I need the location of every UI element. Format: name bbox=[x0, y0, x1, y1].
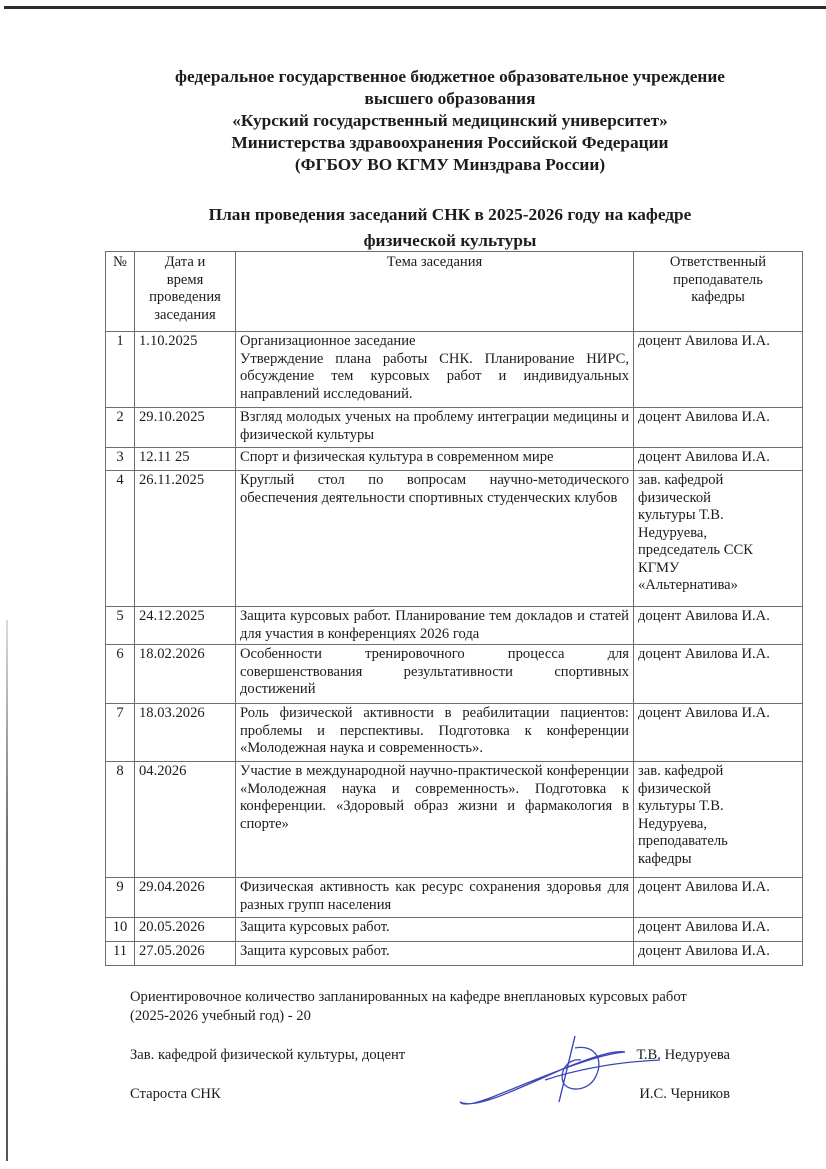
table-row bbox=[106, 645, 803, 704]
topic-heading: Организационное заседание bbox=[240, 333, 416, 349]
topic-text: Утверждение плана работы СНК. Планирование НИРС, обсуждение тем курсовых работ и индивидуальных направлений исследований. bbox=[240, 350, 629, 402]
plan-title-line: физической культуры bbox=[363, 231, 537, 250]
column-header-date: Дата и время проведения заседания bbox=[135, 252, 236, 332]
header-line: (ФГБОУ ВО КГМУ Минздрава России) bbox=[294, 155, 606, 174]
table-row bbox=[106, 332, 803, 408]
scan-edge-left bbox=[6, 620, 8, 1161]
row-num: 4 bbox=[106, 471, 135, 607]
note-line: Ориентировочное количество запланированных на кафедре внеплановых курсовых работ bbox=[130, 989, 687, 1005]
row-date: 20.05.2026 bbox=[135, 918, 236, 942]
meetings-table bbox=[105, 251, 803, 966]
row-responsible: доцент Авилова И.А. bbox=[634, 918, 803, 942]
row-responsible: зав. кафедрой физической культуры Т.В. Недуруева, преподаватель кафедры bbox=[634, 762, 803, 878]
row-topic: Защита курсовых работ. bbox=[236, 942, 634, 966]
row-responsible: доцент Авилова И.А. bbox=[634, 332, 803, 408]
row-num: 9 bbox=[106, 878, 135, 918]
row-topic: Защита курсовых работ. bbox=[236, 918, 634, 942]
row-topic: Взгляд молодых ученых на проблему интеграции медицины и физической культуры bbox=[236, 408, 634, 448]
institution-header bbox=[100, 66, 800, 176]
row-date: 12.11 25 bbox=[135, 448, 236, 471]
table-row bbox=[106, 918, 803, 942]
row-responsible: доцент Авилова И.А. bbox=[634, 448, 803, 471]
starosta-name: И.С. Черников bbox=[639, 1086, 730, 1102]
table-row bbox=[106, 448, 803, 471]
table-row bbox=[106, 704, 803, 762]
table-row bbox=[106, 408, 803, 448]
row-topic: Физическая активность как ресурс сохранения здоровья для разных групп населения bbox=[236, 878, 634, 918]
row-responsible: доцент Авилова И.А. bbox=[634, 942, 803, 966]
row-num: 3 bbox=[106, 448, 135, 471]
starosta-title: Староста СНК bbox=[130, 1086, 221, 1102]
row-responsible: доцент Авилова И.А. bbox=[634, 408, 803, 448]
head-title: Зав. кафедрой физической культуры, доцент bbox=[130, 1047, 406, 1063]
row-topic: Роль физической активности в реабилитации пациентов: проблемы и перспективы. Подготовка к конференции «Молодежная наука и современность». bbox=[236, 704, 634, 762]
row-responsible: доцент Авилова И.А. bbox=[634, 878, 803, 918]
row-date: 1.10.2025 bbox=[135, 332, 236, 408]
table-row bbox=[106, 762, 803, 878]
row-date: 29.10.2025 bbox=[135, 408, 236, 448]
row-num: 1 bbox=[106, 332, 135, 408]
row-topic: Спорт и физическая культура в современном мире bbox=[236, 448, 634, 471]
row-num: 7 bbox=[106, 704, 135, 762]
note-line: (2025-2026 учебный год) - 20 bbox=[130, 1008, 311, 1024]
handwritten-signature-icon bbox=[455, 1030, 665, 1110]
row-responsible: доцент Авилова И.А. bbox=[634, 645, 803, 704]
row-date: 18.03.2026 bbox=[135, 704, 236, 762]
row-responsible: доцент Авилова И.А. bbox=[634, 704, 803, 762]
table-header-row bbox=[106, 252, 803, 332]
row-topic: Участие в международной научно-практической конференции «Молодежная наука и современность». Подготовка к конференции. «Здоровый образ жизни и фармакология в спорте» bbox=[236, 762, 634, 878]
table-row bbox=[106, 878, 803, 918]
row-date: 24.12.2025 bbox=[135, 607, 236, 645]
plan-title bbox=[100, 202, 800, 254]
row-date: 18.02.2026 bbox=[135, 645, 236, 704]
plan-title-line: План проведения заседаний СНК в 2025-2026 году на кафедре bbox=[208, 205, 692, 224]
table-row bbox=[106, 942, 803, 966]
row-num: 6 bbox=[106, 645, 135, 704]
table-row bbox=[106, 471, 803, 607]
header-line: Министерства здравоохранения Российской Федерации bbox=[231, 133, 669, 152]
header-line: федеральное государственное бюджетное образовательное учреждение bbox=[175, 67, 725, 86]
column-header-topic: Тема заседания bbox=[236, 252, 634, 332]
row-date: 04.2026 bbox=[135, 762, 236, 878]
row-topic: Особенности тренировочного процесса для совершенствования результативности спортивных достижений bbox=[236, 645, 634, 704]
row-num: 11 bbox=[106, 942, 135, 966]
header-line: высшего образования bbox=[364, 89, 536, 108]
row-num: 5 bbox=[106, 607, 135, 645]
row-topic bbox=[236, 332, 634, 408]
scan-edge-top bbox=[4, 6, 826, 9]
row-num: 2 bbox=[106, 408, 135, 448]
row-date: 26.11.2025 bbox=[135, 471, 236, 607]
column-header-responsible: Ответственный преподаватель кафедры bbox=[634, 252, 803, 332]
row-date: 27.05.2026 bbox=[135, 942, 236, 966]
coursework-count-note bbox=[130, 988, 810, 1026]
row-topic: Защита курсовых работ. Планирование тем докладов и статей для участия в конференциях 2026 года bbox=[236, 607, 634, 645]
row-topic: Круглый стол по вопросам научно-методического обеспечения деятельности спортивных студенческих клубов bbox=[236, 471, 634, 607]
header-line: «Курский государственный медицинский университет» bbox=[232, 111, 668, 130]
table-row bbox=[106, 607, 803, 645]
row-responsible: зав. кафедрой физической культуры Т.В. Недуруева, председатель ССК КГМУ «Альтернатива» bbox=[634, 471, 803, 607]
row-responsible: доцент Авилова И.А. bbox=[634, 607, 803, 645]
row-num: 10 bbox=[106, 918, 135, 942]
row-num: 8 bbox=[106, 762, 135, 878]
column-header-num: № bbox=[106, 252, 135, 332]
head-name: Т.В. Недуруева bbox=[636, 1047, 730, 1063]
row-date: 29.04.2026 bbox=[135, 878, 236, 918]
